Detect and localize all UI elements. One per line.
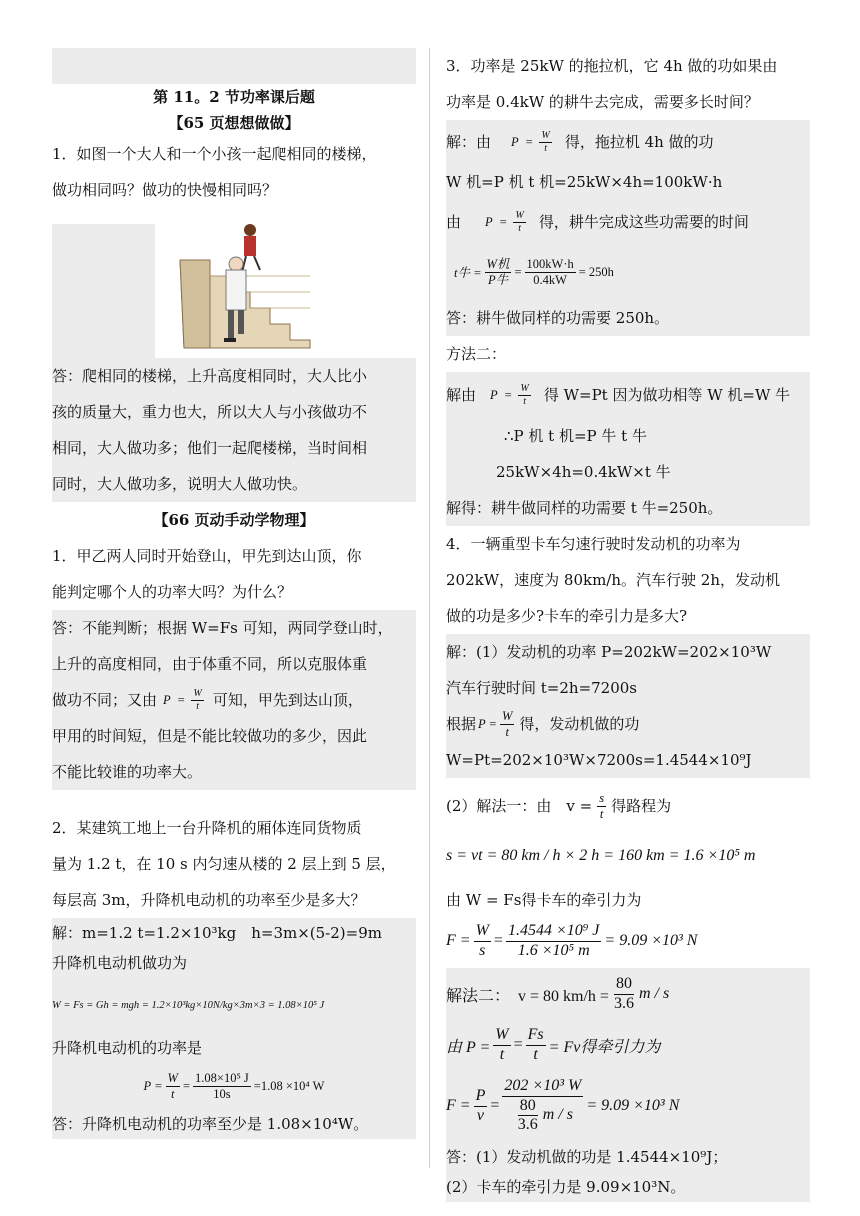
- m2-line1: 解由 P = $\frac{W}{t}$ 得 W=Pt 因为做功相等 W 机=W 牛: [446, 372, 810, 418]
- a5-line4: W=Pt=202×10³W×7200s=1.4544×10⁹J: [446, 751, 752, 769]
- a5-answer2: (2）卡车的牵引力是 9.09×10³N。: [446, 1178, 686, 1196]
- q5-line2: 202kW，速度为 80km/h。汽车行驶 2h，发动机: [446, 571, 780, 589]
- a4-answer: 答：耕牛做同样的功需要 250h。: [446, 309, 670, 327]
- a3-answer: 答：升降机电动机的功率至少是 1.08×10⁴W。: [52, 1115, 369, 1133]
- a1-line2: 孩的质量大，重力也大，所以大人与小孩做功不: [52, 403, 368, 421]
- q2-line1: 1．甲乙两人同时开始登山，甲先到达山顶，你: [52, 547, 362, 565]
- a5-line3: 根据 P = $\frac{W}{t}$ 得，发动机做的功: [446, 706, 810, 742]
- q1-line2: 做功相同吗？做功的快慢相同吗？: [52, 181, 278, 199]
- a4-line2: W 机=P 机 t 机=25kW×4h=100kW·h: [446, 173, 723, 191]
- power-formula: P = $\frac{W}{t}$: [163, 688, 202, 712]
- illustration-gray-block: [52, 224, 155, 358]
- power-formula: P = $\frac{W}{t}$: [490, 383, 529, 407]
- a2-line4: 甲用的时间短，但是不能比较做功的多少，因此: [52, 727, 368, 745]
- power-formula: P = $\frac{W}{t}$: [511, 130, 550, 154]
- q3-line3: 每层高 3m，升降机电动机的功率至少是多大？: [52, 891, 366, 909]
- a4-line3: 由 P = $\frac{W}{t}$ 得，耕牛完成这些功需要的时间: [446, 200, 810, 244]
- a2-line5: 不能比较谁的功率大。: [52, 763, 203, 781]
- answer5-block: [446, 634, 810, 778]
- a5-line6: s = vt = 80 km / h × 2 h = 160 km = 1.6 ×10⁵ m: [446, 847, 756, 864]
- a5-line10: 由 P = $\frac{W}{t}$ = $\frac{Fs}{t}$ = Fv得牵引力为: [446, 1026, 661, 1063]
- answer2-block: [52, 610, 416, 790]
- q3-line2: 量为 1.2 t，在 10 s 内匀速从楼的 2 层上到 5 层，: [52, 855, 396, 873]
- method2-block: [446, 372, 810, 526]
- a5-line9: 解法二： v = 80 km/h = $\frac{80}{3.6}$ m / s: [446, 975, 670, 1012]
- p66-heading: 【66 页动手动学物理】: [153, 511, 315, 529]
- a1-line4: 同时，大人做功多，说明大人做功快。: [52, 475, 308, 493]
- m2-line3: 25kW×4h=0.4kW×t 牛: [496, 463, 671, 481]
- answer3-block: [52, 918, 416, 1139]
- a5-line1: 解：(1）发动机的功率 P=202kW=202×10³W: [446, 643, 772, 661]
- a4-eq: t牛 = $\frac{\text{W机}}{\text{P牛}}$ = $\frac{100kW\cdot h}{0.4kW}$ = 250h: [454, 257, 614, 287]
- a2-line3b: 可知，甲先到达山顶，: [212, 691, 363, 709]
- m2-line2: ∴P 机 t 机=P 牛 t 牛: [504, 427, 647, 445]
- top-gray-bar: [52, 48, 416, 84]
- q5-line3: 做的功是多少?卡车的牵引力是多大?: [446, 607, 688, 625]
- q4-line1: 3．功率是 25kW 的拖拉机，它 4h 做的功如果由: [446, 57, 778, 75]
- column-divider: [429, 48, 430, 1168]
- p65-heading: 【65 页想想做做】: [168, 114, 300, 132]
- power-formula: P = $\frac{W}{t}$: [478, 709, 513, 739]
- a5-line2: 汽车行驶时间 t=2h=7200s: [446, 679, 638, 697]
- answer5-method2-block: [446, 968, 810, 1202]
- a1-line3: 相同，大人做功多；他们一起爬楼梯，当时间相: [52, 439, 368, 457]
- a5-line7: 由 W = Fs得卡车的牵引力为: [446, 891, 642, 909]
- method2-label: 方法二：: [446, 345, 507, 363]
- a2-line1: 答：不能判断；根据 W=Fs 可知，两同学登山时，: [52, 619, 393, 637]
- m2-line4: 解得：耕牛做同样的功需要 t 牛=250h。: [446, 499, 723, 517]
- a3-line1: 解：m=1.2 t=1.2×10³kg h=3m×(5-2)=9m: [52, 924, 382, 942]
- a5-line8: F = $\frac{W}{s}$ = $\frac{\text{1.4544 ×10⁹ J}}{\text{1.6 ×10⁵ m}}$ = 9.09 ×10³ N: [446, 922, 698, 959]
- q2-line2: 能判定哪个人的功率大吗？为什么？: [52, 583, 293, 601]
- section-title: 第 11。2 节功率课后题: [153, 88, 315, 106]
- a4-line1: 解：由 P = $\frac{W}{t}$ 得，拖拉机 4h 做的功: [446, 120, 810, 164]
- a3-eq1: W = Fs = Gh = mgh = 1.2×10³kg×10N/kg×3m×3 = 1.08×10⁵ J: [52, 1000, 325, 1011]
- q3-line1: 2．某建筑工地上一台升降机的厢体连同货物质: [52, 819, 362, 837]
- stair-illustration-area: [52, 224, 416, 358]
- q5-line1: 4．一辆重型卡车匀速行驶时发动机的功率为: [446, 535, 741, 553]
- a3-line2: 升降机电动机做功为: [52, 954, 188, 972]
- left-column: [52, 48, 416, 1139]
- q4-line2: 功率是 0.4kW 的耕牛去完成，需要多长时间？: [446, 93, 759, 111]
- a1-line1: 答：爬相同的楼梯，上升高度相同时，大人比小: [52, 367, 368, 385]
- a5-line11: F = $\frac{P}{v}$ = 202 ×10³ W $\frac{80}{3.6}$ m / s = 9.09 ×10³ N: [446, 1077, 680, 1134]
- a2-line3a: 做功不同；又由: [52, 691, 158, 709]
- a5-answer1: 答：(1）发动机做的功是 1.4544×10⁹J；: [446, 1148, 728, 1166]
- answer1-block: [52, 358, 416, 502]
- a5-line5: (2）解法一：由 v = $\frac{s}{t}$ 得路程为: [446, 791, 672, 821]
- a2-line3: [52, 682, 416, 718]
- a3-line3: 升降机电动机的功率是: [52, 1039, 203, 1057]
- right-column: [446, 48, 810, 1202]
- a3-eq2: P = $\frac{W}{t}$ = $\frac{\text{1.08×10⁵ J}}{10s}$ =1.08 ×10⁴ W: [143, 1071, 325, 1101]
- stair-climbing-illustration: [170, 220, 330, 358]
- answer4-block: [446, 120, 810, 336]
- q1-line1: 1．如图一个大人和一个小孩一起爬相同的楼梯，: [52, 145, 377, 163]
- power-formula: P = $\frac{W}{t}$: [485, 210, 524, 234]
- a2-line2: 上升的高度相同，由于体重不同，所以克服体重: [52, 655, 368, 673]
- speed-formula: $\frac{s}{t}$: [599, 791, 605, 821]
